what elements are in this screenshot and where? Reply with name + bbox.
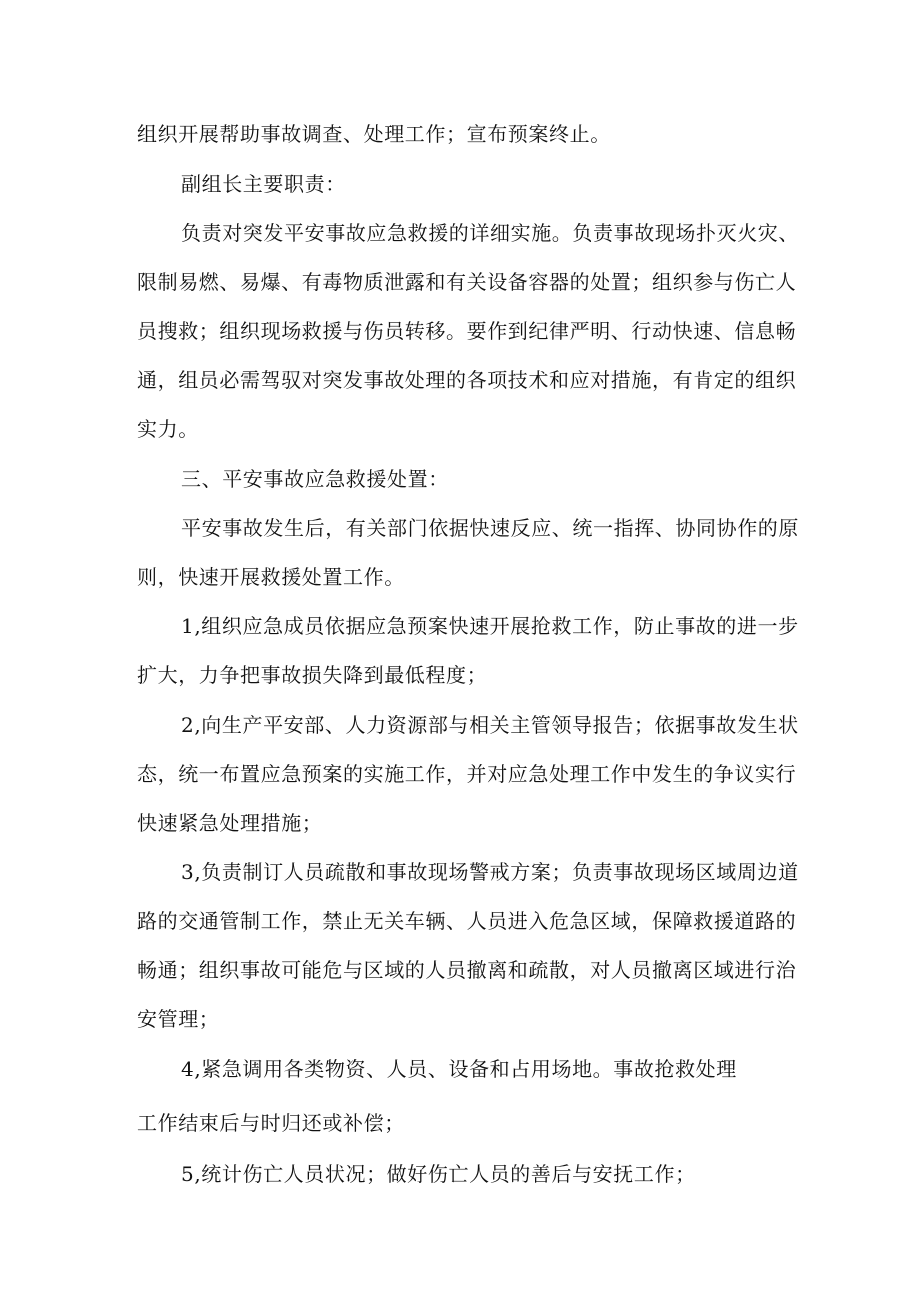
text-line-7: 实力。 (137, 417, 199, 441)
text-line-4: 限制易燃、易爆、有毒物质泄露和有关设备容器的处置；组织参与伤亡人 (137, 270, 797, 294)
list-item-2-cont-1: 态，统一布置应急预案的实施工作，并对应急处理工作中发生的争议实行 (137, 762, 797, 786)
list-item-4: 4,紧急调用各类物资、人员、设备和占用场地。事故抢救处理 (181, 1057, 737, 1081)
list-item-3-cont-2: 畅通；组织事故可能危与区域的人员撤离和疏散，对人员撤离区域进行治 (137, 958, 797, 982)
list-item-1: 1,组织应急成员依据应急预案快速开展抢救工作，防止事故的进一步 (181, 614, 799, 638)
list-item-3-cont-1: 路的交通管制工作，禁止无关车辆、人员进入危急区域，保障救援道路的 (137, 909, 797, 933)
heading-deputy-leader-duties: 副组长主要职责： (181, 172, 346, 196)
text-line-3: 负责对突发平安事故应急救援的详细实施。负责事故现场扑灭火灾、 (181, 221, 799, 245)
list-item-2-cont-2: 快速紧急处理措施； (137, 811, 323, 835)
text-line-10: 则，快速开展救援处置工作。 (137, 565, 405, 589)
text-line-9: 平安事故发生后，有关部门依据快速反应、统一指挥、协同协作的原 (181, 516, 799, 540)
list-item-3: 3,负责制订人员疏散和事故现场警戒方案；负责事故现场区域周边道 (181, 860, 799, 884)
text-line-6: 通，组员必需驾驭对突发事故处理的各项技术和应对措施，有肯定的组织 (137, 368, 797, 392)
list-item-4-cont: 工作结束后与时归还或补偿； (137, 1111, 405, 1135)
list-item-1-cont: 扩大，力争把事故损失降到最低程度； (137, 663, 488, 687)
text-line-5: 员搜救；组织现场救援与伤员转移。要作到纪律严明、行动快速、信息畅 (137, 319, 797, 343)
list-item-2: 2,向生产平安部、人力资源部与相关主管领导报告；依据事故发生状 (181, 713, 799, 737)
section-heading-3: 三、平安事故应急救援处置： (181, 467, 449, 491)
list-item-3-cont-3: 安管理； (137, 1007, 220, 1031)
text-line-1: 组织开展帮助事故调查、处理工作；宣布预案终止。 (137, 122, 611, 146)
list-item-5: 5,统计伤亡人员状况；做好伤亡人员的善后与安抚工作； (181, 1162, 696, 1186)
